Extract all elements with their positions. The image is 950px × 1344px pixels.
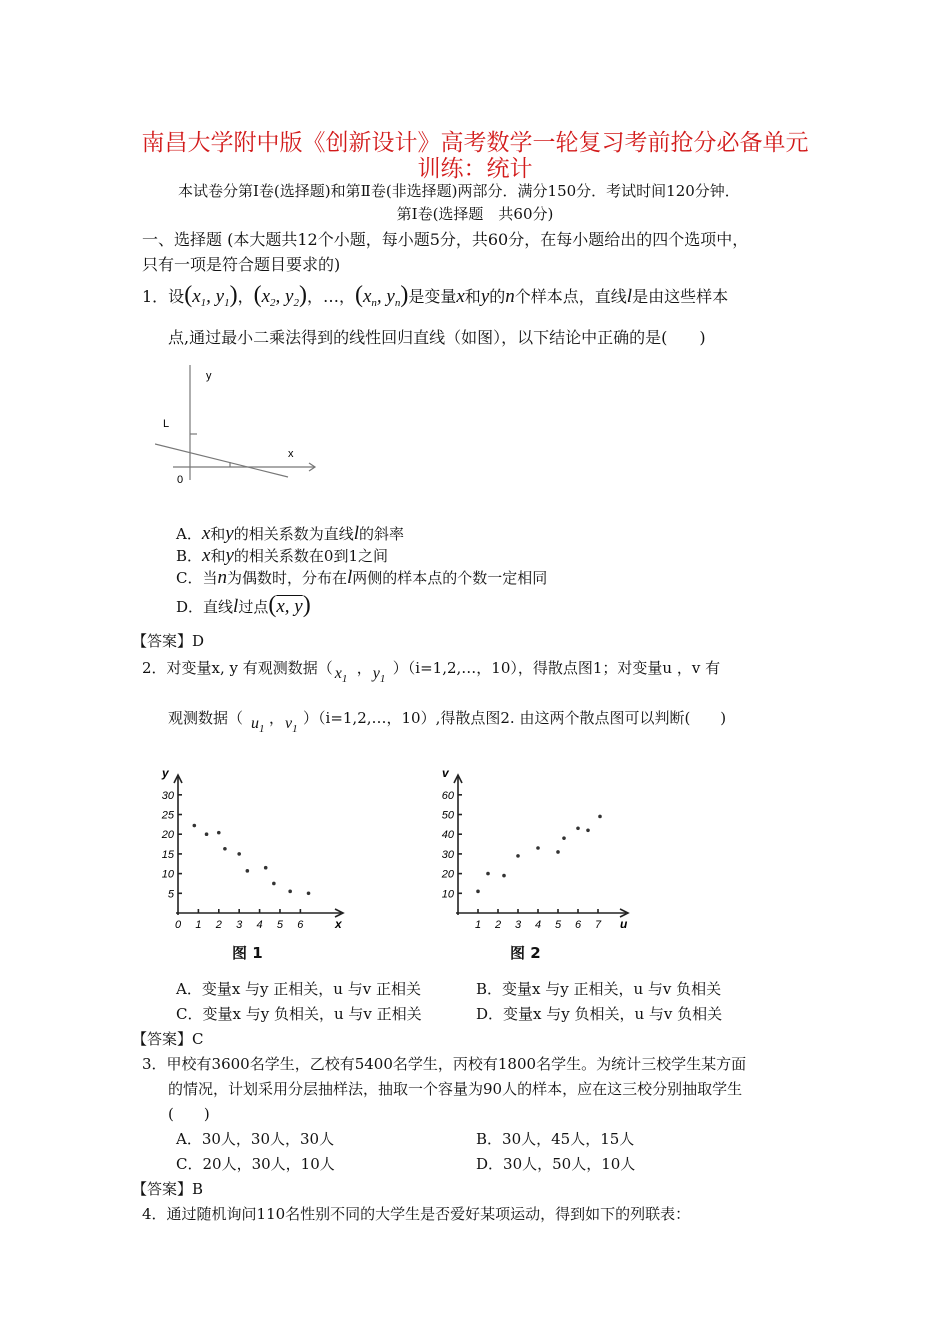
q3-option-d[interactable]: D．30人，50人，10人 — [476, 1155, 636, 1173]
data-point — [502, 874, 506, 878]
x-tick-label: 3 — [514, 919, 522, 931]
y-tick-label: 40 — [441, 829, 454, 842]
x-tick-label: 5 — [276, 919, 284, 931]
y-axis-label: v — [442, 766, 449, 780]
q3-option-c[interactable]: C．20人，30人，10人 — [176, 1155, 335, 1173]
y-tick-label: 10 — [161, 868, 174, 881]
q2-option-c[interactable]: C．变量x 与y 负相关，u 与v 正相关 — [176, 1005, 422, 1023]
x-tick-label: 2 — [494, 919, 502, 931]
x-tick-label: 3 — [236, 919, 243, 931]
section1-heading: 一、选择题 (本大题共12个小题，每小题5分，共60分，在每小题给出的四个选项中， — [142, 230, 749, 249]
regression-line — [155, 444, 288, 477]
x-tick-label: 1 — [195, 919, 202, 931]
q2-stem-cont: 观测数据（ $u_1$ ， $v_1$ ）（i=1,2,…，10）,得散点图2. 由这两个散点图可以判断( ) — [168, 709, 727, 735]
y-axis-label: y — [162, 766, 169, 780]
q1-number: 1．设 — [142, 287, 185, 306]
x-tick-label: 6 — [297, 919, 304, 931]
scatter-plot-2 — [430, 760, 635, 935]
line-label: L — [163, 418, 170, 430]
data-point — [598, 815, 602, 819]
y-tick-label: 30 — [441, 848, 454, 861]
y-tick-label: 20 — [161, 829, 174, 842]
data-point — [264, 866, 268, 870]
origin-label: 0 — [177, 474, 184, 486]
regression-line-figure — [155, 360, 335, 490]
q2-stem: 2．对变量x, y 有观测数据（ $x_1$ ， $y_1$ ）（i=1,2,…，10），得散点图1；对变量u ，v 有 — [142, 659, 721, 685]
x-tick-label: 0 — [174, 919, 182, 931]
x-tick-label: 1 — [474, 919, 482, 931]
y-tick-label: 10 — [441, 888, 454, 901]
data-point — [586, 828, 590, 832]
data-point — [516, 854, 520, 858]
data-point — [288, 890, 292, 894]
q1-stem: 1．设($x_1$, $y_1$)，($x_2$, $y_2$)，…，($x_n$, $y_n$)是变量x和y的n个样本点，直线l是由这些样本 — [142, 282, 729, 309]
q1-option-c[interactable]: C．当n为偶数时，分布在l两侧的样本点的个数一定相同 — [176, 567, 548, 588]
q3-option-a[interactable]: A．30人，30人，30人 — [176, 1130, 335, 1148]
x-axis-label: x — [288, 448, 294, 460]
y-tick-label: 5 — [167, 888, 174, 901]
x-tick-label: 4 — [256, 919, 263, 931]
y-tick-label: 60 — [441, 789, 454, 802]
part1-heading: 第Ⅰ卷(选择题 共60分) — [396, 205, 554, 223]
y-tick-label: 20 — [441, 868, 454, 881]
y-tick-label: 25 — [161, 809, 174, 822]
data-point — [476, 890, 480, 894]
q2-option-a[interactable]: A．变量x 与y 正相关，u 与v 正相关 — [176, 980, 421, 998]
data-point — [272, 882, 276, 886]
mean-point: x, y — [276, 596, 303, 617]
q1-option-a[interactable]: A．x和y的相关系数为直线l的斜率 — [176, 523, 405, 544]
x-axis-label: x — [335, 917, 342, 931]
scatter-plot-1 — [150, 760, 350, 935]
exam-intro: 本试卷分第Ⅰ卷(选择题)和第Ⅱ卷(非选择题)两部分．满分150分．考试时间120分钟． — [178, 182, 740, 200]
q3-answer: 【答案】B — [132, 1180, 204, 1198]
data-point — [237, 852, 241, 856]
q2-answer: 【答案】C — [132, 1030, 204, 1048]
figure1-caption: 图 1 — [232, 944, 263, 962]
y-tick-label: 15 — [161, 848, 174, 861]
data-point — [193, 824, 197, 828]
data-point — [246, 869, 250, 873]
q3-stem-cont: 的情况，计划采用分层抽样法，抽取一个容量为90人的样本，应在这三校分别抽取学生 — [168, 1080, 743, 1098]
data-point — [486, 872, 490, 876]
x-axis-label: u — [620, 917, 628, 931]
q3-stem-paren: ( ) — [168, 1105, 210, 1123]
y-tick-label: 50 — [441, 809, 454, 822]
data-point — [223, 847, 227, 851]
q1-answer: 【答案】D — [132, 632, 205, 650]
q3-option-b[interactable]: B．30人，45人，15人 — [476, 1130, 635, 1148]
q1-option-b[interactable]: B．x和y的相关系数在0到1之间 — [176, 545, 389, 566]
section1-heading-cont: 只有一项是符合题目要求的) — [142, 255, 341, 274]
data-point — [556, 850, 560, 854]
q2-option-d[interactable]: D．变量x 与y 负相关，u 与v 负相关 — [476, 1005, 723, 1023]
x-tick-label: 6 — [574, 919, 582, 931]
data-point — [536, 846, 540, 850]
q3-stem: 3．甲校有3600名学生，乙校有5400名学生，丙校有1800名学生。为统计三校学生某方面 — [142, 1055, 747, 1073]
q4-stem: 4．通过随机询问110名性别不同的大学生是否爱好某项运动，得到如下的列联表： — [142, 1205, 691, 1223]
data-point — [562, 836, 566, 840]
x-tick-label: 7 — [594, 919, 602, 931]
document-title-line2: 训练：统计 — [417, 156, 533, 182]
x-tick-label: 2 — [215, 919, 222, 931]
figure2-caption: 图 2 — [510, 944, 541, 962]
x-tick-label: 4 — [534, 919, 542, 931]
x-tick-label: 5 — [554, 919, 562, 931]
y-tick-label: 30 — [161, 789, 174, 802]
q2-option-b[interactable]: B．变量x 与y 正相关，u 与v 负相关 — [476, 980, 722, 998]
data-point — [576, 827, 580, 831]
data-point — [217, 831, 221, 835]
q1-stem-cont: 点,通过最小二乘法得到的线性回归直线（如图），以下结论中正确的是( ) — [168, 328, 706, 347]
data-point — [307, 892, 311, 896]
q1-option-d[interactable]: D．直线l过点(x, y) — [176, 592, 311, 618]
data-point — [205, 832, 209, 836]
y-axis-label: y — [206, 370, 212, 382]
document-title-line1: 南昌大学附中版《创新设计》高考数学一轮复习考前抢分必备单元 — [141, 130, 809, 156]
